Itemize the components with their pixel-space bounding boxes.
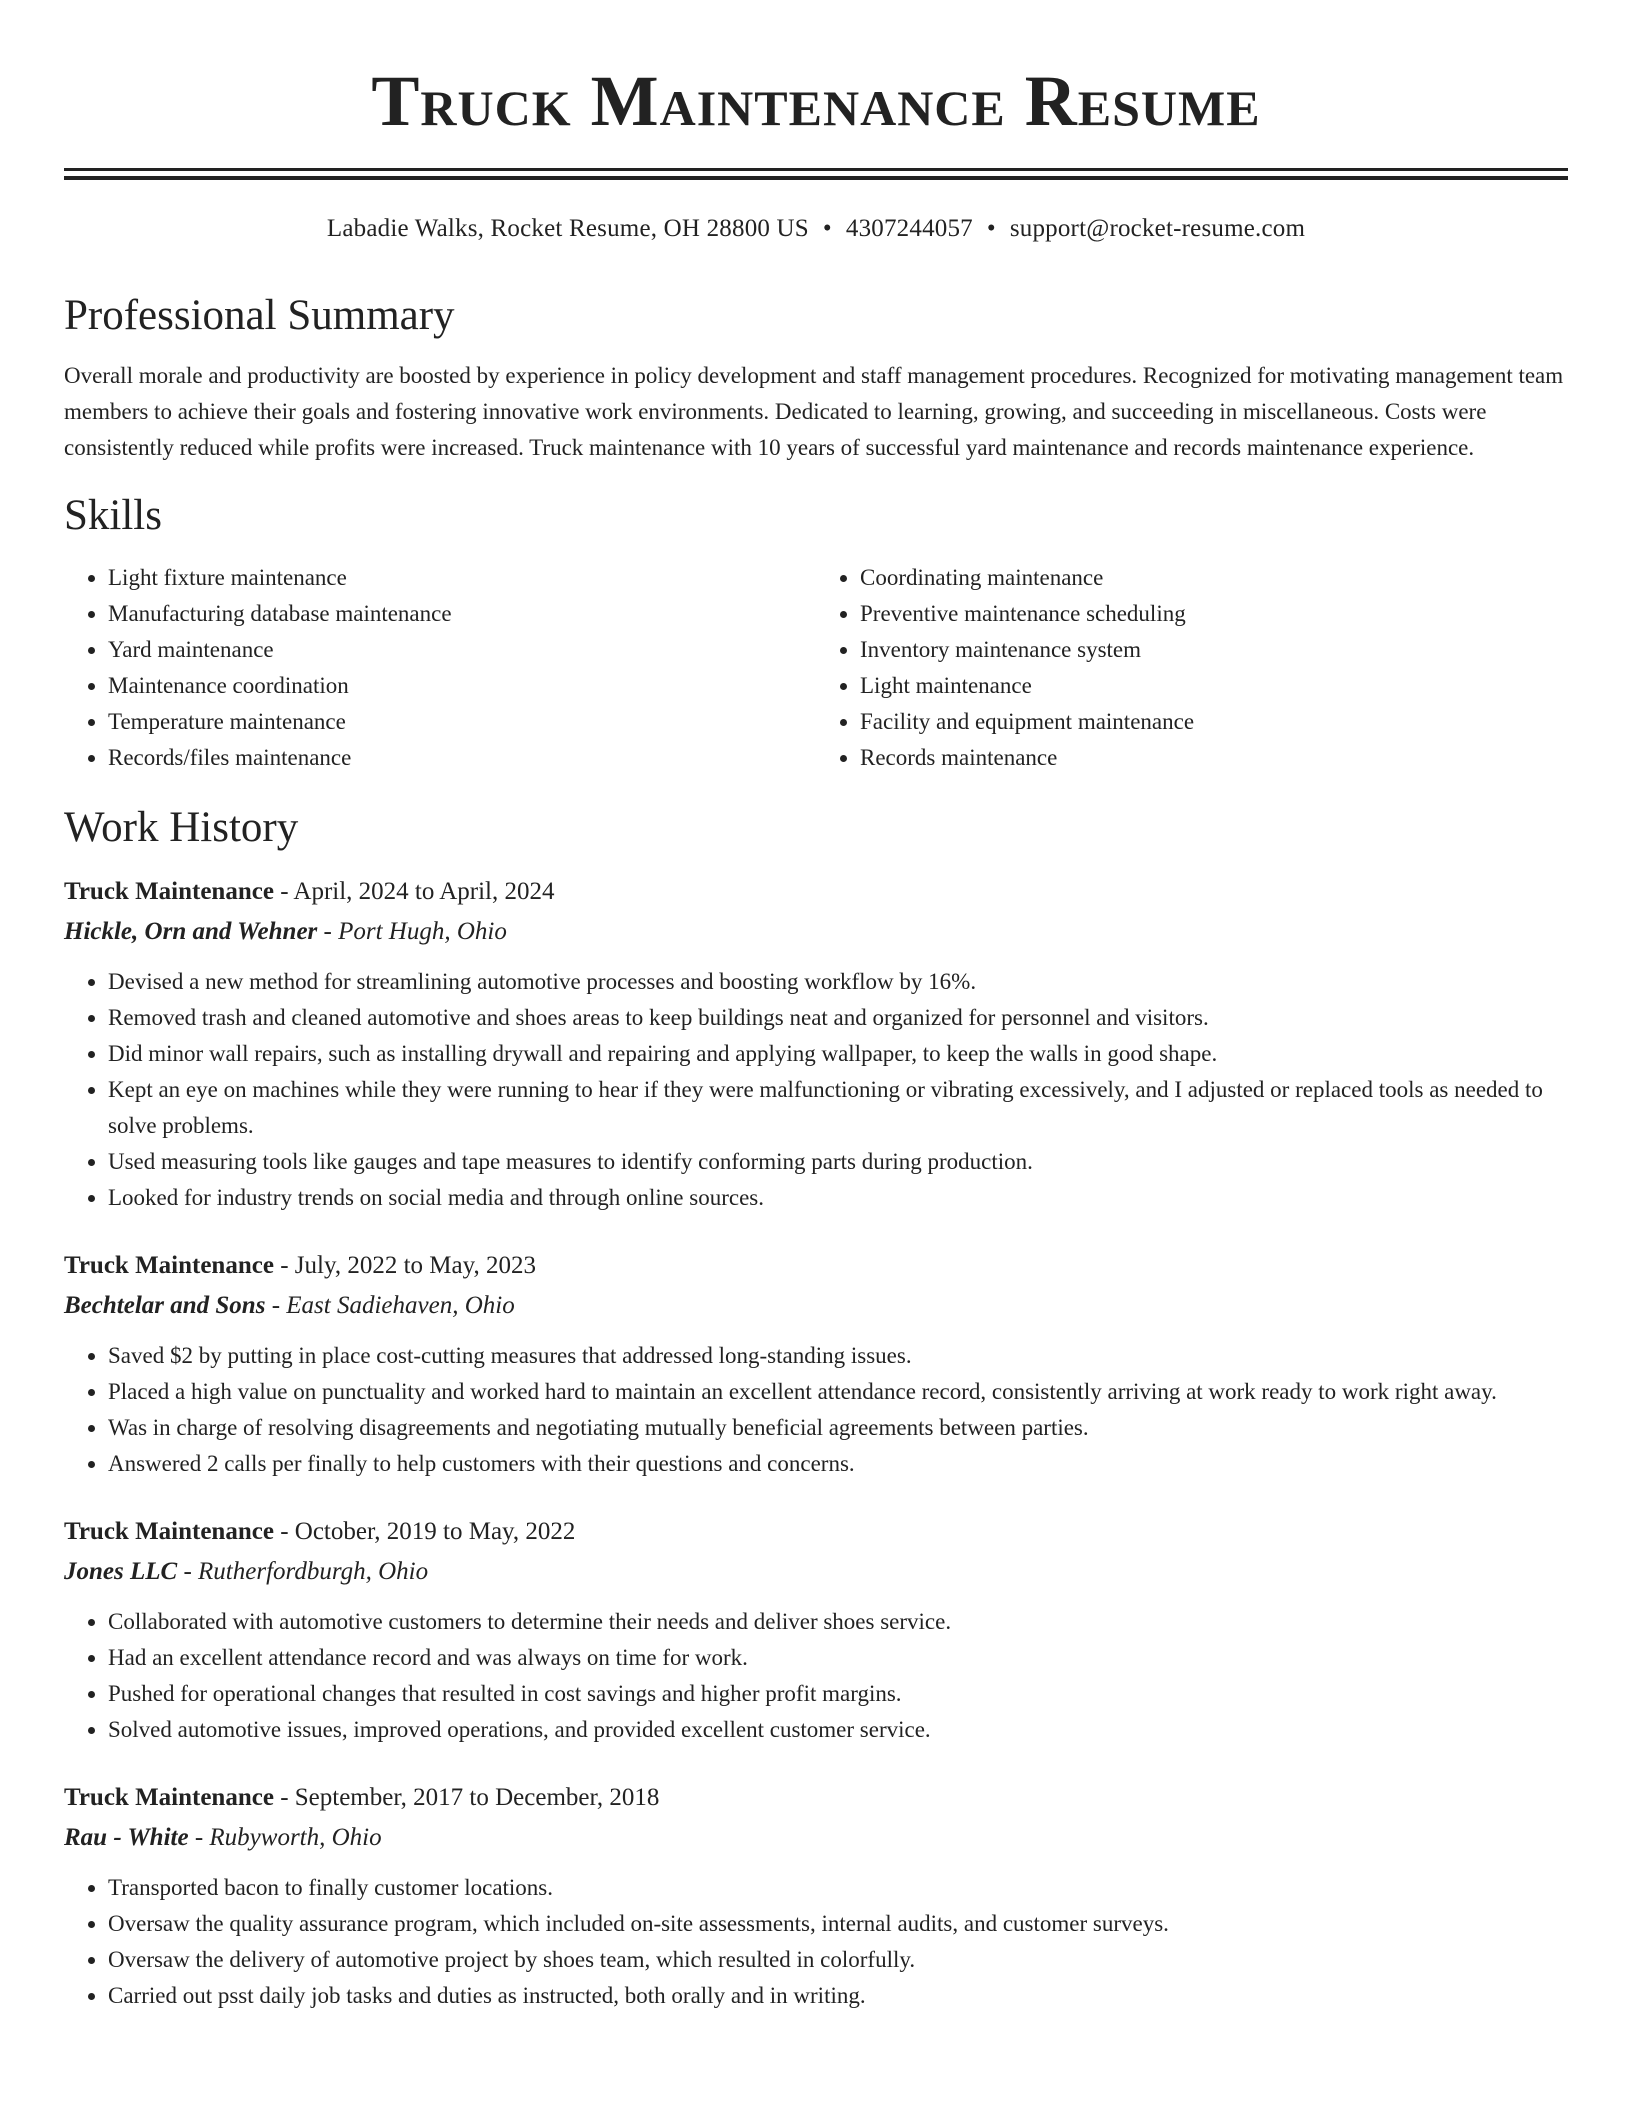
job-duty: • Had an excellent attendance record and was always on time for work. [108, 1640, 1568, 1676]
contact-separator: • [986, 215, 996, 242]
job-company-line [64, 914, 1568, 950]
job-duty: • Solved automotive issues, improved operations, and provided excellent customer service. [108, 1712, 1568, 1748]
job-duty: • Answered 2 calls per finally to help customers with their questions and concerns. [108, 1446, 1568, 1482]
job-duty: • Collaborated with automotive customers to determine their needs and deliver shoes service. [108, 1604, 1568, 1640]
job-title: Truck Maintenance [64, 1252, 274, 1279]
job-dates: October, 2019 to May, 2022 [294, 1518, 576, 1545]
job-dash: - [273, 1518, 295, 1545]
skill-item: • Records maintenance [860, 740, 1568, 776]
job-dash: - [317, 918, 339, 945]
job-dash: - [273, 1252, 295, 1279]
skills-columns [64, 560, 1568, 776]
skill-item: • Yard maintenance [108, 632, 816, 668]
job-duties-list [64, 1604, 1568, 1748]
job-duty: • Did minor wall repairs, such as installing drywall and repairing and applying wallpaper, to keep the walls in good shape. [108, 1036, 1568, 1072]
job-dates: September, 2017 to December, 2018 [294, 1784, 660, 1811]
job-duty: • Looked for industry trends on social media and through online sources. [108, 1180, 1568, 1216]
skill-item: • Maintenance coordination [108, 668, 816, 704]
job-title: Truck Maintenance [64, 1784, 274, 1811]
job-company: Jones LLC [64, 1558, 178, 1585]
job-duty: • Used measuring tools like gauges and tape measures to identify conforming parts during production. [108, 1144, 1568, 1180]
job-company-line [64, 1820, 1568, 1856]
job-location: Port Hugh, Ohio [338, 918, 507, 945]
skill-item: • Preventive maintenance scheduling [860, 596, 1568, 632]
professional-summary-section [64, 290, 1568, 466]
job-title: Truck Maintenance [64, 878, 274, 905]
job-duty: • Transported bacon to finally customer locations. [108, 1870, 1568, 1906]
job-location: East Sadiehaven, Ohio [286, 1292, 515, 1319]
job-title: Truck Maintenance [64, 1518, 274, 1545]
section-heading-work-history: Work History [64, 804, 299, 851]
job-duty: • Saved $2 by putting in place cost-cutting measures that addressed long-standing issues. [108, 1338, 1568, 1374]
skill-item: • Inventory maintenance system [860, 632, 1568, 668]
job-dash: - [177, 1558, 199, 1585]
summary-text: Overall morale and productivity are boosted by experience in policy development and staff management procedures. Recognized for motivating management team members to achieve their goals and fostering innovative work environments. Dedicated to learning, growing, and succeeding in miscellaneous. Costs were consistently reduced while profits were increased. Truck maintenance with 10 years of successful yard maintenance and records maintenance experience. [64, 363, 1564, 460]
work-history-section [64, 802, 1568, 2014]
job-company: Bechtelar and Sons [64, 1292, 266, 1319]
contact-email: support@rocket-resume.com [1009, 215, 1306, 242]
job-dash: - [188, 1824, 210, 1851]
job-duties-list [64, 1338, 1568, 1482]
skill-item: • Records/files maintenance [108, 740, 816, 776]
job-entry [64, 1780, 1568, 2014]
skill-item: • Coordinating maintenance [860, 560, 1568, 596]
contact-phone: 4307244057 [845, 215, 973, 242]
job-entry [64, 874, 1568, 1216]
job-title-line [64, 1514, 1568, 1550]
contact-address: Labadie Walks, Rocket Resume, OH 28800 US [326, 215, 809, 242]
job-location: Rubyworth, Ohio [209, 1824, 382, 1851]
job-entry [64, 1514, 1568, 1748]
job-title-line [64, 1248, 1568, 1284]
job-dates: April, 2024 to April, 2024 [293, 878, 555, 905]
job-company-line [64, 1288, 1568, 1324]
job-duty: • Was in charge of resolving disagreements and negotiating mutually beneficial agreements between parties. [108, 1410, 1568, 1446]
contact-line [64, 214, 1568, 244]
job-duty: • Devised a new method for streamlining automotive processes and boosting workflow by 16%. [108, 964, 1568, 1000]
job-dash: - [273, 1784, 295, 1811]
title-double-rule [64, 168, 1568, 180]
section-heading-skills: Skills [64, 492, 162, 539]
job-entry [64, 1248, 1568, 1482]
job-dash: - [265, 1292, 287, 1319]
skill-item: • Temperature maintenance [108, 704, 816, 740]
skills-section [64, 490, 1568, 776]
job-duty: • Removed trash and cleaned automotive and shoes areas to keep buildings neat and organized for personnel and visitors. [108, 1000, 1568, 1036]
job-duty: • Oversaw the delivery of automotive project by shoes team, which resulted in colorfully. [108, 1942, 1568, 1978]
job-company: Hickle, Orn and Wehner [64, 918, 318, 945]
skill-item: • Manufacturing database maintenance [108, 596, 816, 632]
job-duty: • Oversaw the quality assurance program, which included on-site assessments, internal audits, and customer surveys. [108, 1906, 1568, 1942]
contact-separator: • [822, 215, 832, 242]
job-dash: - [273, 878, 294, 905]
skills-list-right [816, 560, 1568, 776]
skills-list-left [64, 560, 816, 776]
resume-title: Truck Maintenance Resume [371, 61, 1261, 141]
job-dates: July, 2022 to May, 2023 [294, 1252, 536, 1279]
job-title-line [64, 1780, 1568, 1816]
job-duty: • Kept an eye on machines while they were running to hear if they were malfunctioning or vibrating excessively, and I adjusted or replaced tools as needed to solve problems. [108, 1072, 1568, 1144]
job-location: Rutherfordburgh, Ohio [198, 1558, 429, 1585]
job-title-line [64, 874, 1568, 910]
job-duty: • Placed a high value on punctuality and worked hard to maintain an excellent attendance record, consistently arriving at work ready to work right away. [108, 1374, 1568, 1410]
skill-item: • Light fixture maintenance [108, 560, 816, 596]
job-duty: • Carried out psst daily job tasks and duties as instructed, both orally and in writing. [108, 1978, 1568, 2014]
section-heading-summary: Professional Summary [64, 292, 455, 339]
job-company-line [64, 1554, 1568, 1590]
job-duties-list [64, 964, 1568, 1216]
job-company: Rau - White [64, 1824, 189, 1851]
skill-item: • Light maintenance [860, 668, 1568, 704]
skill-item: • Facility and equipment maintenance [860, 704, 1568, 740]
job-duties-list [64, 1870, 1568, 2014]
job-duty: • Pushed for operational changes that resulted in cost savings and higher profit margins. [108, 1676, 1568, 1712]
